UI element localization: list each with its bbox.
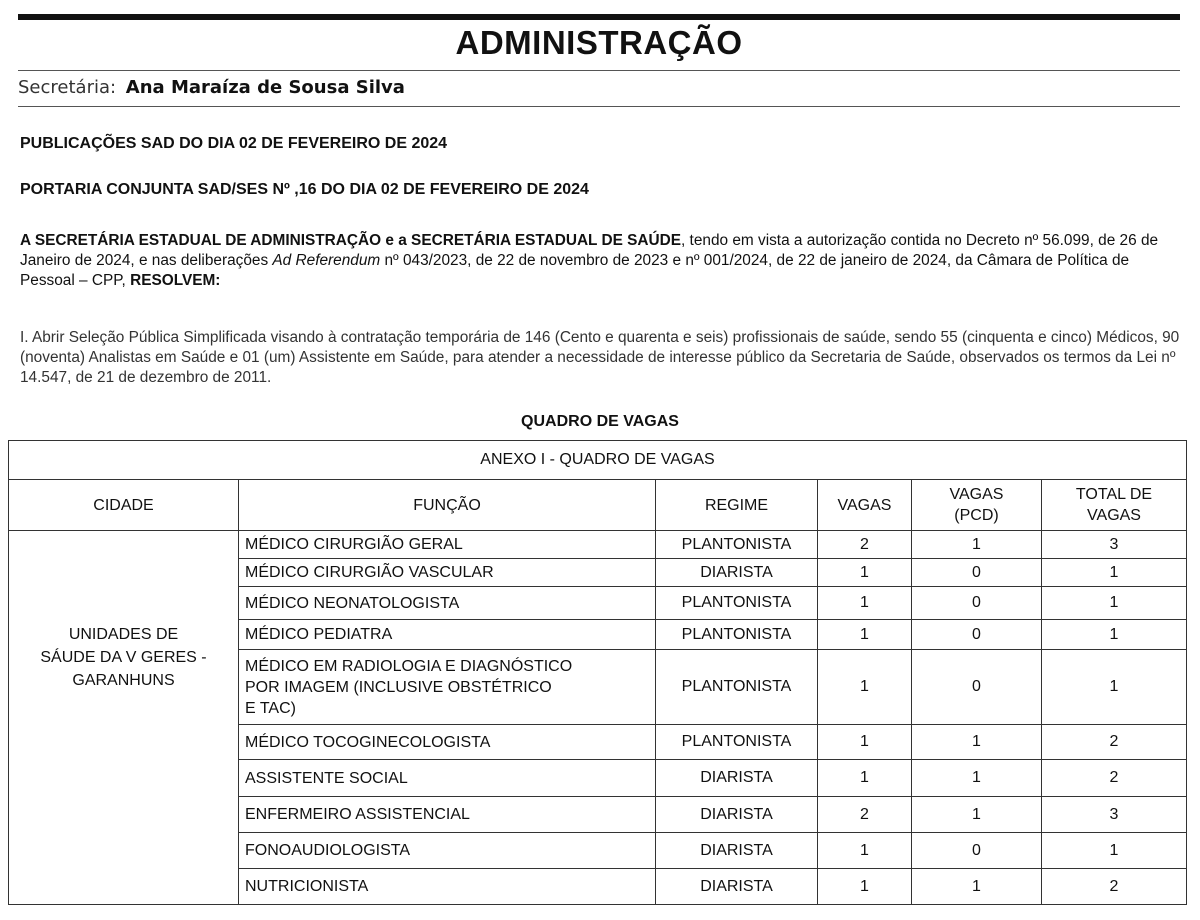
vagas-cell: 1: [818, 869, 912, 905]
vagas-pcd-cell: 1: [912, 531, 1042, 559]
funcao-cell: MÉDICO CIRURGIÃO VASCULAR: [239, 559, 656, 587]
regime-cell: PLANTONISTA: [656, 650, 818, 725]
header-vagas-pcd-line2: (PCD): [954, 507, 999, 524]
vagas-pcd-cell: 1: [912, 797, 1042, 833]
secretary-name: Ana Maraíza de Sousa Silva: [125, 77, 405, 98]
funcao-cell: MÉDICO PEDIATRA: [239, 620, 656, 650]
vagas-cell: 1: [818, 587, 912, 620]
funcao-cell: FONOAUDIOLOGISTA: [239, 833, 656, 869]
vagas-pcd-cell: 1: [912, 760, 1042, 797]
regime-cell: DIARISTA: [656, 833, 818, 869]
regime-cell: PLANTONISTA: [656, 620, 818, 650]
cidade-cell: [9, 531, 239, 905]
resolution-resolvem: RESOLVEM:: [130, 272, 221, 289]
regime-cell: DIARISTA: [656, 760, 818, 797]
portaria-heading: PORTARIA CONJUNTA SAD/SES Nº ,16 DO DIA 02 DE FEVEREIRO DE 2024: [20, 181, 589, 198]
header-total-line1: TOTAL DE: [1075, 486, 1153, 503]
header-regime: REGIME: [656, 480, 818, 531]
cidade-line: UNIDADES DE: [68, 626, 179, 643]
resolution-italic: Ad Referendum: [272, 252, 381, 269]
total-cell: 1: [1042, 833, 1187, 869]
vagas-cell: 1: [818, 760, 912, 797]
section-title: ADMINISTRAÇÃO: [455, 24, 743, 61]
vagas-cell: 1: [818, 559, 912, 587]
header-cidade: CIDADE: [9, 480, 239, 531]
resolution-authorities: A SECRETÁRIA ESTADUAL DE ADMINISTRAÇÃO e a SECRETÁRIA ESTADUAL DE SAÚDE: [20, 232, 681, 249]
funcao-cell: ASSISTENTE SOCIAL: [239, 760, 656, 797]
resolution-text-b: nº 043/2023, de 22 de novembro de 2023 e nº 001/2024, de 22 de janeiro de 2024, da Câmara de Política de Pessoal – CPP,: [20, 252, 1130, 289]
total-cell: 1: [1042, 559, 1187, 587]
vagas-cell: 2: [818, 797, 912, 833]
header-total-line2: VAGAS: [1087, 507, 1141, 524]
publication-heading: PUBLICAÇÕES SAD DO DIA 02 DE FEVEREIRO DE 2024: [20, 135, 448, 152]
title-divider: [18, 70, 1180, 71]
header-vagas-pcd-line1: VAGAS: [949, 486, 1004, 503]
regime-cell: PLANTONISTA: [656, 725, 818, 760]
regime-cell: DIARISTA: [656, 869, 818, 905]
regime-cell: DIARISTA: [656, 559, 818, 587]
total-cell: 2: [1042, 869, 1187, 905]
vagas-cell: 1: [818, 620, 912, 650]
total-cell: 3: [1042, 797, 1187, 833]
total-cell: 2: [1042, 760, 1187, 797]
funcao-line: POR IMAGEM (INCLUSIVE OBSTÉTRICO: [245, 678, 552, 696]
header-funcao: FUNÇÃO: [239, 480, 656, 531]
vagas-cell: 2: [818, 531, 912, 559]
regime-cell: DIARISTA: [656, 797, 818, 833]
vagas-pcd-cell: 0: [912, 587, 1042, 620]
secretary-line: [18, 77, 405, 98]
article-one-paragraph: I. Abrir Seleção Pública Simplificada visando à contratação temporária de 146 (Cento e quarenta e seis) profissionais de saúde, sendo 55 (cinquenta e cinco) Médicos, 90 (noventa) Analistas em Saúde e 01 (um) Assistente em Saúde, para atender a necessidade de interesse público da Secretaria de Saúde, observados os termos da Lei nº 14.547, de 21 de dezembro de 2011.: [20, 329, 1180, 386]
total-cell: 2: [1042, 725, 1187, 760]
table-header-row: [9, 480, 1187, 531]
vagas-pcd-cell: 0: [912, 650, 1042, 725]
funcao-line: E TAC): [245, 699, 296, 717]
resolution-text-a: , tendo em vista a autorização contida no Decreto nº 56.099, de 26 de Janeiro de 2024, e nas deliberações: [20, 232, 1159, 269]
quadro-title: QUADRO DE VAGAS: [521, 413, 679, 430]
table-row: [9, 531, 1187, 559]
vagas-cell: 1: [818, 725, 912, 760]
vagas-cell: 1: [818, 650, 912, 725]
annex-title: ANEXO I - QUADRO DE VAGAS: [9, 441, 1187, 480]
regime-cell: PLANTONISTA: [656, 531, 818, 559]
secretary-label: Secretária:: [18, 77, 117, 98]
total-cell: 1: [1042, 587, 1187, 620]
total-cell: 3: [1042, 531, 1187, 559]
funcao-line: MÉDICO EM RADIOLOGIA E DIAGNÓSTICO: [245, 657, 573, 675]
vagas-cell: 1: [818, 833, 912, 869]
regime-cell: PLANTONISTA: [656, 587, 818, 620]
annex-title-row: [9, 441, 1187, 480]
funcao-cell: MÉDICO CIRURGIÃO GERAL: [239, 531, 656, 559]
total-cell: 1: [1042, 650, 1187, 725]
cidade-line: SÁUDE DA V GERES -: [40, 649, 207, 666]
header-vagas-pcd: [912, 480, 1042, 531]
top-rule: [18, 14, 1180, 20]
funcao-cell: MÉDICO NEONATOLOGISTA: [239, 587, 656, 620]
funcao-cell: NUTRICIONISTA: [239, 869, 656, 905]
total-cell: 1: [1042, 620, 1187, 650]
vagas-pcd-cell: 0: [912, 620, 1042, 650]
funcao-cell: ENFERMEIRO ASSISTENCIAL: [239, 797, 656, 833]
header-total: [1042, 480, 1187, 531]
funcao-cell: [239, 650, 656, 725]
cidade-line: GARANHUNS: [72, 672, 175, 689]
vacancy-table: [8, 440, 1187, 905]
vagas-pcd-cell: 0: [912, 559, 1042, 587]
header-vagas: VAGAS: [818, 480, 912, 531]
secretary-divider: [18, 106, 1180, 107]
resolution-paragraph: [20, 231, 1184, 291]
vagas-pcd-cell: 1: [912, 725, 1042, 760]
funcao-cell: MÉDICO TOCOGINECOLOGISTA: [239, 725, 656, 760]
vagas-pcd-cell: 0: [912, 833, 1042, 869]
vagas-pcd-cell: 1: [912, 869, 1042, 905]
